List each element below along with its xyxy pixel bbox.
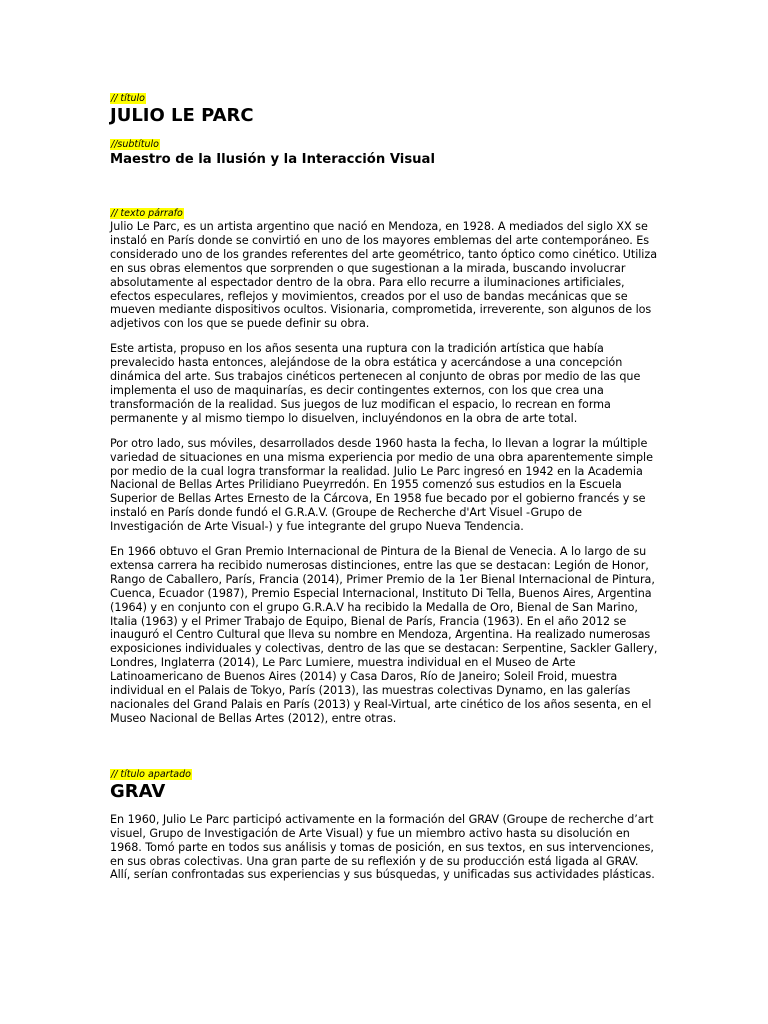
document-content <box>110 86 658 882</box>
page-subtitle: Maestro de la Ilusión y la Interacción Visual <box>110 152 435 167</box>
paragraph-tag: // texto párrafo <box>111 208 183 219</box>
page-title: JULIO LE PARC <box>110 105 254 126</box>
body-paragraph-1: Julio Le Parc, es un artista argentino que nació en Mendoza, en 1928. A mediados del siglo XX se instaló en París donde se convirtió en uno de los mayores emblemas del arte contemporáneo. Es considerado uno de los grandes referentes del arte geométrico, tanto óptico como cinético. Utiliza en sus obras elementos que sorprenden o que sugestionan a la mirada, buscando involucrar absolutamente al espectador dentro de la obra. Para ello recurre a iluminaciones artificiales, efectos especulares, reflejos y movimientos, creados por el uso de bandas mecánicas que se mueven mediante dispositivos ocultos. Visionaria, comprometida, irreverente, son algunos de los adjetivos con los que se puede definir su obra. <box>110 220 657 331</box>
section-heading: GRAV <box>110 780 166 802</box>
body-paragraph-3: Por otro lado, sus móviles, desarrollados desde 1960 hasta la fecha, lo llevan a lograr la múltiple variedad de situaciones en una misma experiencia por medio de una obra aparentemente simple por medio de la cual logra transformar la realidad. Julio Le Parc ingresó en 1942 en la Academia Nacional de Bellas Artes Prilidiano Pueyrredón. En 1955 comenzó sus estudios en la Escuela Superior de Bellas Artes Ernesto de la Cárcova, En 1958 fue becado por el gobierno francés y se instaló en París donde fundó el G.R.A.V. (Groupe de Recherche d'Art Visuel -Grupo de Investigación de Arte Visual-) y fue integrante del grupo Nueva Tendencia. <box>110 436 653 534</box>
subtitle-tag: //subtítulo <box>111 139 159 150</box>
body-paragraph-2: Este artista, propuso en los años sesenta una ruptura con la tradición artística que había prevalecido hasta entonces, alejándose de la obra estática y acercándose a una concepción dinámica del arte. Sus trabajos cinéticos pertenecen al conjunto de obras por medio de las que implementa el uso de maquinarías, es decir contingentes externos, con los que crea una transformación de la realidad. Sus juegos de luz modifican el espacio, lo recrean en forma permanente y al mismo tiempo lo disuelven, incluyéndonos en la obra de arte total. <box>110 342 641 425</box>
title-tag: // título <box>111 93 145 104</box>
body-paragraph-4: En 1966 obtuvo el Gran Premio Internacional de Pintura de la Bienal de Venecia. A lo largo de su extensa carrera ha recibido numerosas distinciones, entre las que se destacan: Legión de Honor, Rango de Caballero, París, Francia (2014), Primer Premio de la 1er Bienal Internacional de Pintura, Cuenca, Ecuador (1987), Premio Especial Internacional, Instituto Di Tella, Buenos Aires, Argentina (1964) y en conjunto con el grupo G.R.A.V ha recibido la Medalla de Oro, Bienal de San Marino, Italia (1963) y el Primer Trabajo de Equipo, Bienal de París, Francia (1963). En el año 2012 se inauguró el Centro Cultural que lleva su nombre en Mendoza, Argentina. Ha realizado numerosas exposiciones individuales y colectivas, dentro de las que se destacan: Serpentine, Sackler Gallery, Londres, Inglaterra (2014), Le Parc Lumiere, muestra individual en el Museo de Arte Latinoamericano de Buenos Aires (2014) y Casa Daros, Río de Janeiro; Soleil Froid, muestra individual en el Palais de Tokyo, París (2013), las muestras colectivas Dynamo, en las galerías nacionales del Grand Palais en París (2013) y Real-Virtual, arte cinético de los años sesenta, en el Museo Nacional de Bellas Artes (2012), entre otras. <box>110 545 658 725</box>
section-heading-tag: // título apartado <box>111 768 191 780</box>
section-paragraph: En 1960, Julio Le Parc participó activamente en la formación del GRAV (Groupe de recherche d’art visuel, Grupo de Investigación de Arte Visual) y fue un miembro activo hasta su disolución en 1968. Tomó parte en todos sus análisis y tomas de posición, en sus textos, en sus intervenciones, en sus obras colectivas. Una gran parte de su reflexión y de su producción está ligada al GRAV. Allí, serían confrontadas sus experiencias y sus búsquedas, y unificadas sus actividades plásticas. <box>110 812 655 882</box>
